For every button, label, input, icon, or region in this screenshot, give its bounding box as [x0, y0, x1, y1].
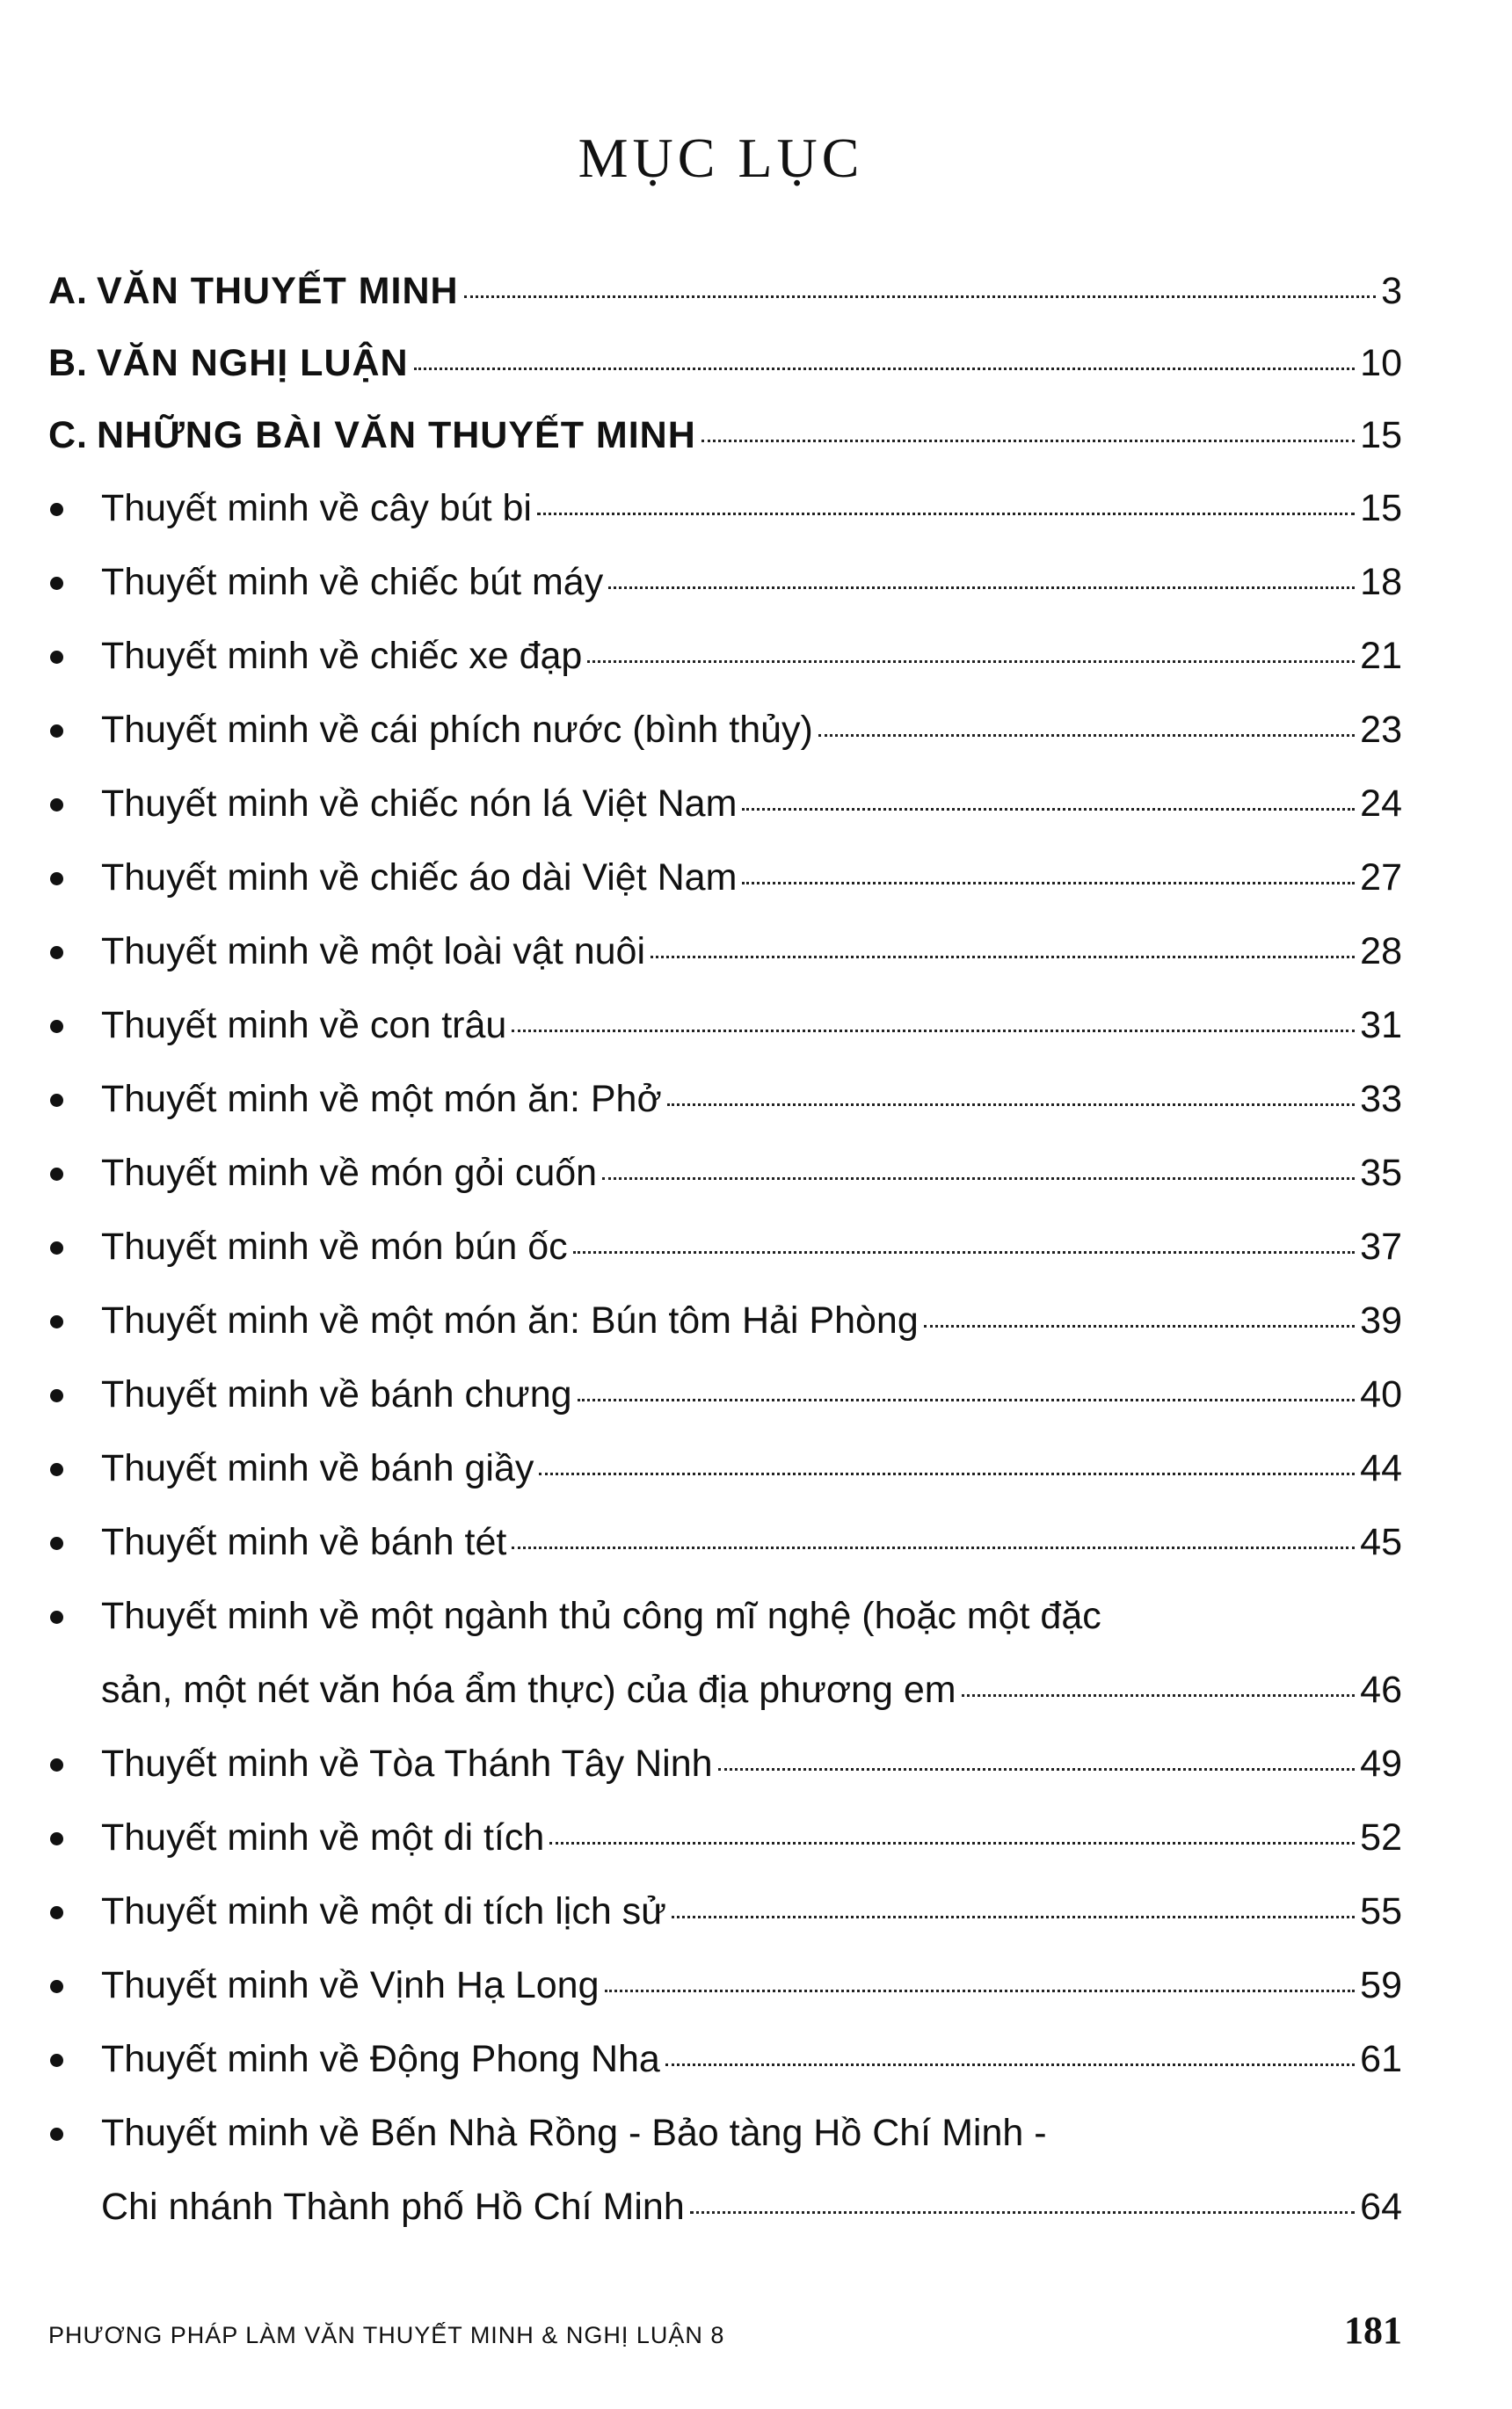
bullet-icon [50, 1315, 63, 1328]
toc-item [48, 1874, 1402, 1948]
toc-item-title: Thuyết minh về cây bút bi [101, 487, 532, 529]
toc-page-number: 40 [1360, 1373, 1402, 1416]
toc-item [48, 988, 1402, 1062]
toc-item-title-line2: sản, một nét văn hóa ẩm thực) của địa phương em [101, 1669, 956, 1711]
toc-section-c [48, 399, 1402, 471]
dot-leader [414, 368, 1356, 370]
toc-item [48, 1948, 1402, 2022]
toc-section-label [48, 327, 409, 399]
bullet-icon [50, 798, 63, 811]
toc-section-letter: A. [48, 270, 88, 312]
dot-leader [608, 586, 1355, 589]
toc-item-title-line2-row [101, 1653, 1402, 1727]
bullet-icon [50, 946, 63, 959]
dot-leader [573, 1251, 1356, 1254]
table-of-contents [48, 255, 1402, 2244]
toc-page-number: 39 [1360, 1299, 1402, 1342]
toc-item-title: Thuyết minh về một loài vật nuôi [101, 930, 646, 972]
dot-leader [549, 1842, 1355, 1845]
toc-item [48, 1284, 1402, 1357]
toc-page-number: 55 [1360, 1890, 1402, 1932]
toc-page-number: 44 [1360, 1447, 1402, 1489]
page-title: MỤC LỤC [578, 126, 864, 189]
dot-leader [718, 1768, 1356, 1771]
toc-page-number: 61 [1360, 2038, 1402, 2080]
toc-section-a [48, 255, 1402, 327]
toc-item [48, 914, 1402, 988]
toc-item-title: Thuyết minh về một di tích [101, 1816, 545, 1859]
bullet-icon [50, 503, 63, 516]
bullet-icon [50, 724, 63, 738]
toc-page-number: 31 [1360, 1004, 1402, 1046]
dot-leader [602, 1177, 1355, 1180]
bullet-icon [50, 1463, 63, 1476]
toc-section-label [48, 255, 459, 327]
toc-page-number: 52 [1360, 1816, 1402, 1859]
bullet-icon [50, 1906, 63, 1919]
page-footer [48, 2308, 1402, 2353]
toc-page-number: 46 [1360, 1669, 1402, 1711]
toc-section-title: VĂN THUYẾT MINH [97, 270, 459, 312]
toc-item [48, 693, 1402, 767]
dot-leader [742, 882, 1355, 884]
toc-item [48, 2096, 1402, 2244]
toc-item [48, 471, 1402, 545]
toc-section-title: VĂN NGHỊ LUẬN [97, 342, 409, 384]
dot-leader [818, 734, 1355, 737]
toc-page-number: 33 [1360, 1078, 1402, 1120]
toc-item [48, 841, 1402, 914]
dot-leader [537, 513, 1355, 515]
dot-leader [578, 1399, 1356, 1401]
toc-page-number: 21 [1360, 635, 1402, 677]
bullet-icon [50, 1832, 63, 1845]
toc-item-title: Thuyết minh về bánh tét [101, 1521, 507, 1563]
dot-leader [672, 1916, 1355, 1918]
toc-item [48, 1210, 1402, 1284]
bullet-icon [50, 872, 63, 885]
dot-leader [587, 660, 1355, 663]
toc-item-title-line2-row [101, 2170, 1402, 2244]
toc-page-number: 23 [1360, 709, 1402, 751]
dot-leader [667, 1103, 1356, 1106]
toc-page-number: 15 [1360, 487, 1402, 529]
toc-item-title: Thuyết minh về con trâu [101, 1004, 507, 1046]
toc-page-number: 15 [1360, 414, 1402, 456]
dot-leader [690, 2211, 1355, 2214]
page-number: 181 [1344, 2309, 1402, 2352]
dot-leader [742, 808, 1355, 811]
dot-leader [701, 440, 1355, 442]
toc-page-number: 64 [1360, 2186, 1402, 2228]
toc-item-title-line1: Thuyết minh về một ngành thủ công mĩ nghệ (hoặc một đặc [101, 1595, 1101, 1637]
toc-item [48, 545, 1402, 619]
toc-section-b [48, 327, 1402, 399]
toc-item [48, 1357, 1402, 1431]
running-footer-title: PHƯƠNG PHÁP LÀM VĂN THUYẾT MINH & NGHỊ LUẬN 8 [48, 2322, 725, 2348]
toc-item-title: Thuyết minh về Động Phong Nha [101, 2038, 660, 2080]
bullet-icon [50, 1241, 63, 1255]
dot-leader [539, 1473, 1355, 1475]
bullet-icon [50, 1020, 63, 1033]
toc-page-number: 28 [1360, 930, 1402, 972]
toc-item-title: Thuyết minh về món gỏi cuốn [101, 1152, 598, 1194]
toc-item [48, 1579, 1402, 1727]
dot-leader [651, 956, 1355, 958]
dot-leader [512, 1030, 1355, 1032]
toc-item-title-line2: Chi nhánh Thành phố Hồ Chí Minh [101, 2186, 685, 2228]
toc-item [48, 1801, 1402, 1874]
toc-item-title: Thuyết minh về cái phích nước (bình thủy) [101, 709, 813, 751]
toc-item-title: Thuyết minh về Vịnh Hạ Long [101, 1964, 600, 2006]
toc-item [48, 1505, 1402, 1579]
toc-page-number: 35 [1360, 1152, 1402, 1194]
toc-page-number: 59 [1360, 1964, 1402, 2006]
toc-item-title: Thuyết minh về một món ăn: Bún tôm Hải Phòng [101, 1299, 919, 1342]
bullet-icon [50, 2054, 63, 2067]
toc-item [48, 1727, 1402, 1801]
bullet-icon [50, 1389, 63, 1402]
bullet-icon [50, 1758, 63, 1772]
toc-item-title-line1: Thuyết minh về Bến Nhà Rồng - Bảo tàng Hồ Chí Minh - [101, 2112, 1047, 2154]
toc-item [48, 1062, 1402, 1136]
toc-page-number: 3 [1381, 270, 1402, 312]
dot-leader [962, 1694, 1356, 1697]
bullet-icon [50, 577, 63, 590]
toc-page-number: 49 [1360, 1743, 1402, 1785]
dot-leader [464, 295, 1377, 298]
toc-section-title: NHỮNG BÀI VĂN THUYẾT MINH [97, 414, 696, 456]
toc-section-letter: B. [48, 342, 88, 384]
bullet-icon [50, 1168, 63, 1181]
toc-item-title: Thuyết minh về Tòa Thánh Tây Ninh [101, 1743, 713, 1785]
toc-item [48, 619, 1402, 693]
toc-page-number: 24 [1360, 782, 1402, 825]
toc-item-title: Thuyết minh về chiếc nón lá Việt Nam [101, 782, 738, 825]
toc-page-number: 10 [1360, 342, 1402, 384]
toc-page-number: 45 [1360, 1521, 1402, 1563]
toc-page-number: 37 [1360, 1226, 1402, 1268]
toc-page-number: 18 [1360, 561, 1402, 603]
bullet-icon [50, 1537, 63, 1550]
toc-item [48, 1431, 1402, 1505]
toc-item-title: Thuyết minh về chiếc áo dài Việt Nam [101, 856, 738, 899]
dot-leader [605, 1990, 1356, 1992]
dot-leader [512, 1547, 1355, 1549]
toc-item-title: Thuyết minh về bánh chưng [101, 1373, 572, 1416]
bullet-icon [50, 1094, 63, 1107]
toc-item-title: Thuyết minh về một món ăn: Phở [101, 1078, 662, 1120]
toc-item-title: Thuyết minh về một di tích lịch sử [101, 1890, 666, 1932]
toc-item-title: Thuyết minh về bánh giầy [101, 1447, 534, 1489]
toc-page-number: 27 [1360, 856, 1402, 899]
dot-leader [665, 2063, 1355, 2066]
toc-item-title: Thuyết minh về món bún ốc [101, 1226, 568, 1268]
toc-section-letter: C. [48, 414, 88, 456]
toc-section-label [48, 399, 696, 471]
toc-item [48, 1136, 1402, 1210]
bullet-icon [50, 651, 63, 664]
bullet-icon [50, 1611, 63, 1624]
dot-leader [924, 1325, 1355, 1328]
toc-item-title: Thuyết minh về chiếc xe đạp [101, 635, 583, 677]
toc-item-title: Thuyết minh về chiếc bút máy [101, 561, 604, 603]
bullet-icon [50, 1980, 63, 1993]
bullet-icon [50, 2128, 63, 2141]
toc-item [48, 2022, 1402, 2096]
toc-item [48, 767, 1402, 841]
